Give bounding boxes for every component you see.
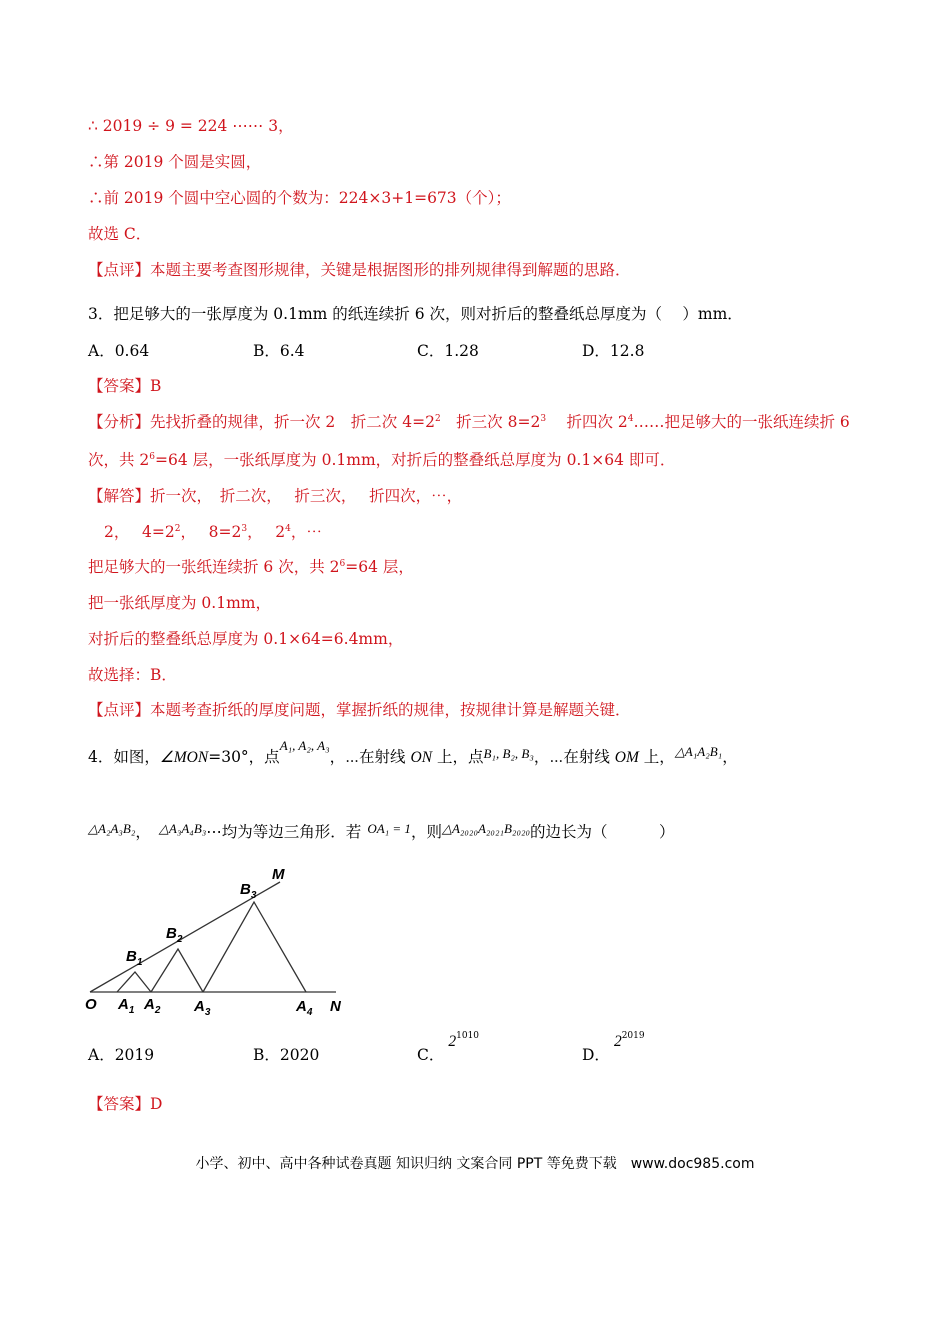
q3-option-d: D．12.8 bbox=[582, 342, 645, 360]
label-n: N bbox=[330, 998, 341, 1015]
q3-solution-line-1: 【解答】折一次， 折二次， 折三次， 折四次，⋯， bbox=[88, 487, 463, 505]
q4-answer: 【答案】D bbox=[88, 1095, 163, 1113]
q3-option-c: C．1.28 bbox=[417, 342, 479, 360]
label-b2: $B_2$ bbox=[166, 925, 183, 945]
q3-analysis-line-2: 次，共 $2^6=64$ 层，一张纸厚度为 0.1mm，对折后的整叠纸总厚度为 0.1×64 即可． bbox=[88, 451, 676, 469]
q3-answer: 【答案】B bbox=[88, 377, 162, 395]
prev-line-1: ∴ 2019 ÷ 9 = 224 ⋯⋯ 3， bbox=[88, 117, 294, 135]
q3-option-b: B．6.4 bbox=[253, 342, 305, 360]
label-m: M bbox=[272, 866, 285, 883]
triangle-2 bbox=[151, 949, 203, 992]
label-a2: $A_2$ bbox=[144, 996, 161, 1016]
q4-option-c: C．$2^{1010}$ bbox=[417, 1030, 480, 1064]
label-a1: $A_1$ bbox=[118, 996, 135, 1016]
q4-option-b: B．2020 bbox=[253, 1046, 320, 1064]
label-o: O bbox=[85, 996, 97, 1013]
label-b1: $B_1$ bbox=[126, 948, 143, 968]
label-a3: $A_3$ bbox=[194, 998, 211, 1018]
prev-line-2: ∴第 2019 个圆是实圆， bbox=[88, 153, 262, 171]
q3-solution-line-5: 对折后的整叠纸总厚度为 0.1×64=6.4mm， bbox=[88, 630, 404, 648]
q3-analysis-line-1: 【分析】先找折叠的规律，折一次 2 折二次 $4=2^2$ 折三次 $8=2^3$ 折四次 $2^4\dots\dots$把足够大的一张纸连续折 6 bbox=[88, 413, 850, 431]
q4-stem-line-2: $^{\triangle A_2A_3B_2}$， $^{\triangle A_3A_4B_3}$⋯均为等边三角形．若 $^{OA_1 = 1}$，则$^{\triangle A_{2020}A_{2021}B_{2020}}$的边长为（ ） bbox=[88, 821, 675, 841]
label-a4: $A_4$ bbox=[296, 998, 313, 1018]
q4-option-d: D．$2^{2019}$ bbox=[582, 1030, 645, 1064]
q4-option-a: A．2019 bbox=[88, 1046, 155, 1064]
q3-stem: 3．把足够大的一张厚度为 0.1mm 的纸连续折 6 次，则对折后的整叠纸总厚度为（ ）mm． bbox=[88, 305, 743, 323]
q3-solution-line-6: 故选择：B． bbox=[88, 666, 177, 684]
q3-option-a: A．0.64 bbox=[88, 342, 150, 360]
label-b3: $B_3$ bbox=[240, 881, 257, 901]
page-footer: 小学、初中、高中各种试卷真题 知识归纳 文案合同 PPT 等免费下载 www.doc985.com bbox=[195, 1156, 755, 1172]
q3-comment: 【点评】本题考查折纸的厚度问题，掌握折纸的规律，按规律计算是解题关键． bbox=[88, 701, 631, 719]
triangle-3 bbox=[203, 902, 306, 992]
triangle-1 bbox=[117, 972, 151, 992]
prev-comment: 【点评】本题主要考查图形规律，关键是根据图形的排列规律得到解题的思路． bbox=[88, 261, 631, 279]
geometry-figure bbox=[80, 860, 360, 1020]
q3-solution-line-3: 把足够大的一张纸连续折 6 次，共 $2^6=64$ 层， bbox=[88, 558, 414, 576]
q4-stem-line-1: 4．如图，∠MON=30°，点$^{A_1, A_2, A_3}$，⋯在射线 ON 上，点$^{B_1, B_2, B_3}$，⋯在射线 OM 上，$^{\triangle A_1A_2B_1}$， bbox=[88, 738, 738, 766]
q3-solution-line-4: 把一张纸厚度为 0.1mm， bbox=[88, 594, 271, 612]
prev-line-3: ∴前 2019 个圆中空心圆的个数为：224×3+1=673（个）； bbox=[88, 189, 511, 207]
prev-line-4: 故选 C． bbox=[88, 225, 152, 243]
q3-solution-line-2: 2， $4=2^2$， $8=2^3$， $2^4$，⋯ bbox=[104, 523, 322, 541]
